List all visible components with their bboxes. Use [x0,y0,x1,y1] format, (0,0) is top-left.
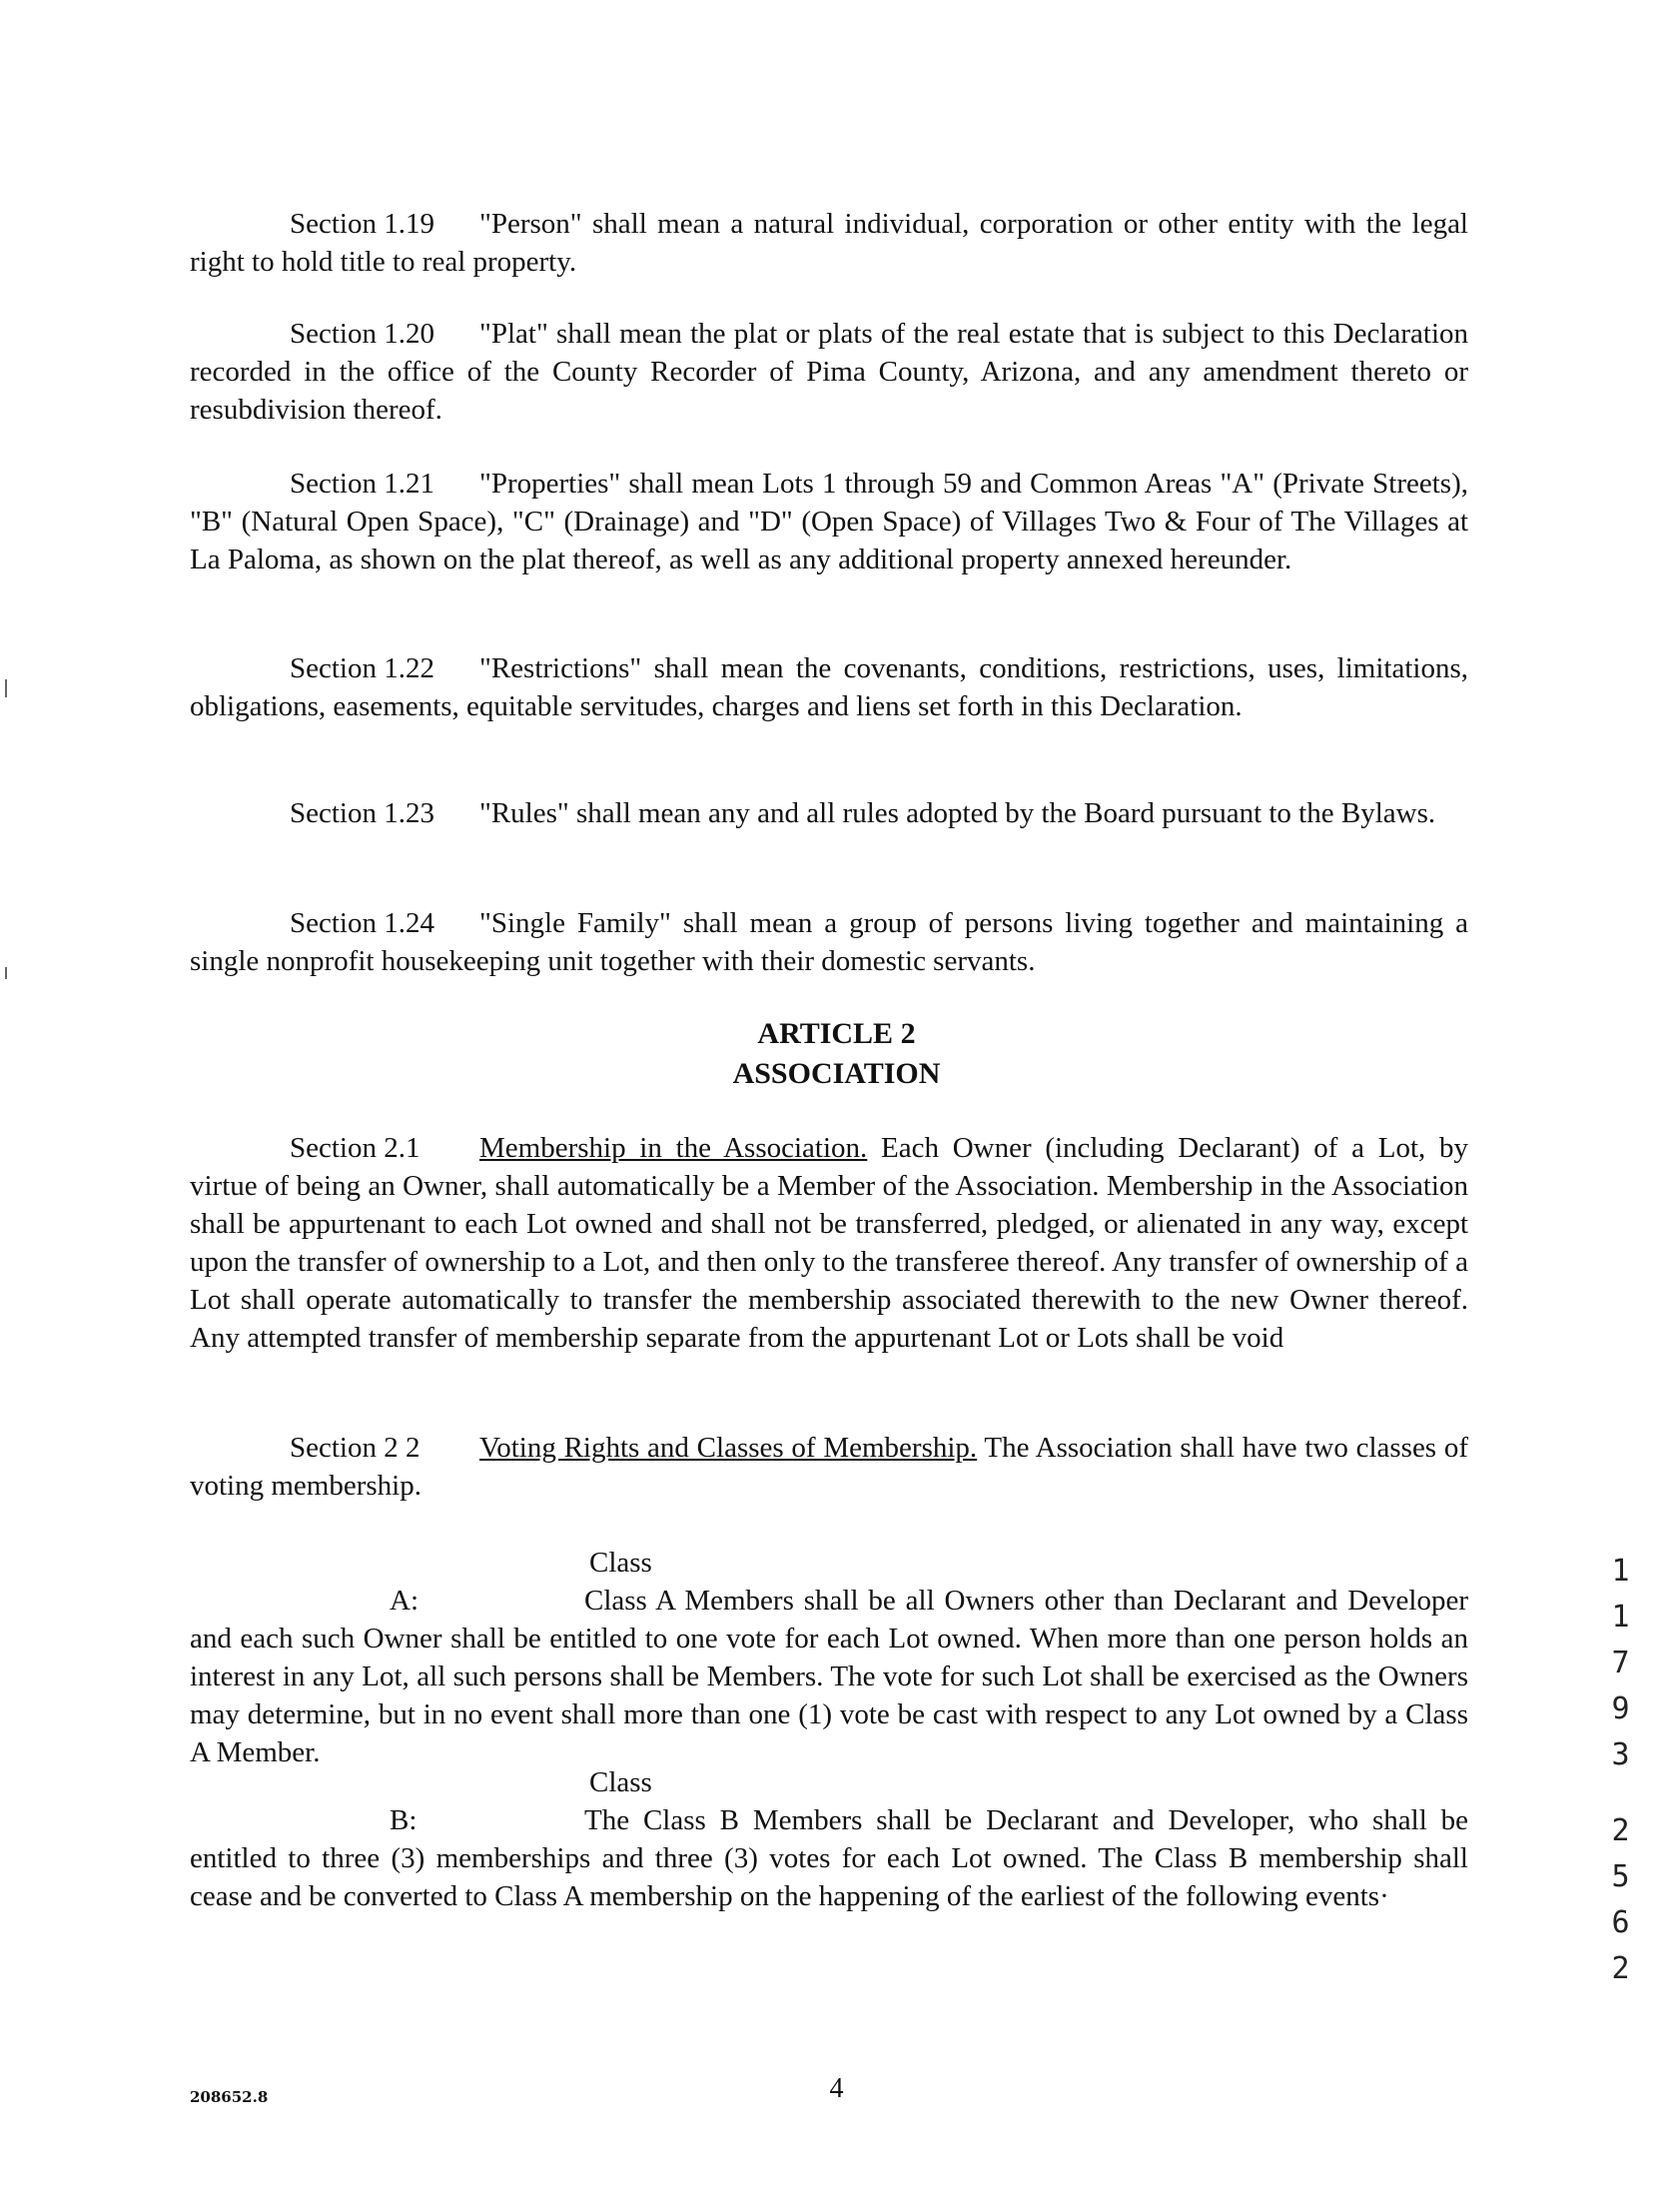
section-2-2 [190,1429,1468,1505]
stamp-digit: 7 [1611,1646,1630,1680]
stamp-digit: 2 [1611,1813,1630,1848]
section-number: Section 1.19 [290,208,434,240]
section-text: "Properties" shall mean Lots 1 through 59 and Common Areas "A" (Private Streets), "B" (Natural Open Space), "C" (Drainage) and "D" (Open Space) of Villages Two & Four of The Villages at La Paloma, as shown on the plat thereof, as well as any additional property annexed hereunder. [190,468,1468,575]
stamp-digit: 9 [1611,1691,1630,1726]
section-text: "Single Family" shall mean a group of persons living together and maintaining a single nonprofit housekeeping unit together with their domestic servants. [190,907,1468,977]
article-number: ARTICLE 2 [757,1017,916,1050]
margin-mark [5,967,7,979]
stamp-digit: 1 [1611,1554,1630,1589]
section-text: Each Owner (including Declarant) of a Lot, by virtue of being an Owner, shall automatically be a Member of the Association. Membership in the Association shall be appurtenant to each Lot owned and shall not be transferred, pledged, or alienated in any way, except upon the transfer of ownership to a Lot, and then only to the transferee thereof. Any transfer of ownership of a Lot shall operate automatically to transfer the membership associated therewith to the new Owner thereof. Any attempted transfer of membership separate from the appurtenant Lot or Lots shall be void [190,1132,1468,1354]
section-number: Section 1.21 [290,468,434,500]
stamp-digit: 3 [1611,1737,1630,1772]
section-1-24 [190,904,1468,980]
section-1-20 [190,315,1468,429]
stamp-digit: 5 [1611,1859,1630,1894]
section-text: The Association shall have two classes of voting membership. [190,1432,1468,1502]
document-id: 208652.8 [190,2088,269,2106]
stamp-digit [1598,1778,1643,1808]
section-number: Section 1.24 [290,907,434,939]
section-text: "Rules" shall mean any and all rules adopted by the Board pursuant to the Bylaws. [479,797,1436,829]
section-text: "Restrictions" shall mean the covenants, conditions, restrictions, uses, limitations, obligations, easements, equitable servitudes, charges and liens set forth in this Declaration. [190,652,1468,722]
class-a [190,1544,1468,1771]
section-text: "Plat" shall mean the plat or plats of the real estate that is subject to this Declaration recorded in the office of the County Recorder of Pima County, Arizona, and any amendment thereto or resubdivision thereof. [190,318,1468,426]
section-1-21 [190,465,1468,578]
class-text: Class A Members shall be all Owners other than Declarant and Developer and each such Owner shall be entitled to one vote for each Lot owned. When more than one person holds an interest in any Lot, all such persons shall be Members. The vote for such Lot shall be exercised as the Owners may determine, but in no event shall more than one (1) vote be cast with respect to any Lot owned by a Class A Member. [190,1585,1468,1768]
section-number: Section 1.20 [290,318,434,350]
class-b [190,1763,1468,1915]
stamp-digit: 2 [1611,1951,1630,1986]
section-1-23 [190,794,1468,832]
section-number: Section 1.22 [290,652,434,684]
margin-mark [5,679,7,697]
section-text: "Person" shall mean a natural individual, corporation or other entity with the legal right to hold title to real property. [190,208,1468,278]
section-number: Section 2.1 [290,1132,420,1164]
class-label: Class B: [390,1766,652,1836]
section-heading: Voting Rights and Classes of Membership. [479,1432,978,1464]
article-title: ASSOCIATION [732,1057,941,1090]
stamp-digit: 6 [1611,1905,1630,1940]
recording-stamp [1598,1549,1643,1992]
class-text: The Class B Members shall be Declarant and Developer, who shall be entitled to three (3) memberships and three (3) votes for each Lot owned. The Class B membership shall cease and be converted to Class A membership on the happening of the earliest of the following events· [190,1804,1468,1912]
page-number: 4 [829,2073,844,2104]
stamp-digit: 1 [1611,1600,1630,1635]
section-heading: Membership in the Association. [479,1132,868,1164]
section-1-22 [190,649,1468,725]
section-number: Section 1.23 [290,797,434,829]
section-number: Section 2 2 [290,1432,420,1464]
section-1-19 [190,205,1468,281]
class-label: Class A: [390,1547,652,1617]
section-2-1 [190,1129,1468,1357]
